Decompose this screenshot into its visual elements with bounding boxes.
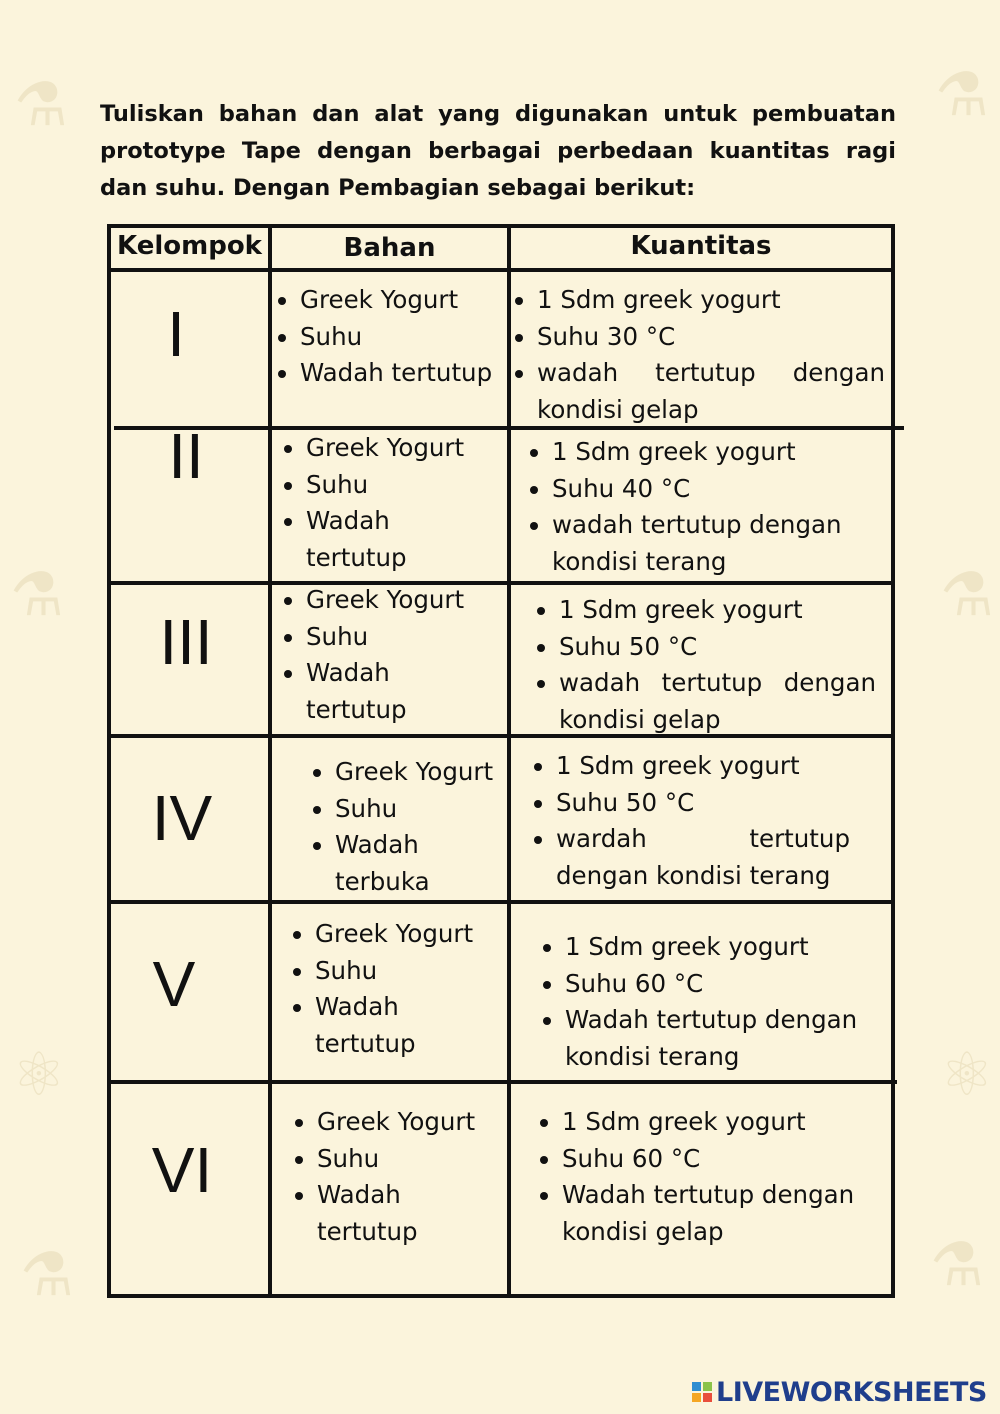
list-item: • 1 Sdm greek yogurt (562, 1104, 889, 1141)
row-divider (107, 900, 895, 904)
row-divider (107, 1080, 897, 1084)
kuantitas-list (528, 748, 850, 894)
group-number: V (152, 948, 196, 1020)
bahan-list (272, 282, 512, 392)
list-item: • Wadah tertutup dengan kondisi gelap (562, 1177, 889, 1250)
background-beaker-icon: ⚗ (930, 1230, 984, 1300)
list-item: • Suhu (335, 791, 507, 828)
list-item: • 1 Sdm greek yogurt (552, 434, 886, 471)
list-item: • Greek Yogurt (315, 916, 505, 953)
list-item: • Suhu (300, 319, 512, 356)
list-item: • wadah tertutup dengan kondisi gelap (537, 355, 885, 428)
list-item: • Wadah tertutup (315, 989, 445, 1062)
group-number: VI (151, 1134, 213, 1206)
header-kelompok: Kelompok (117, 231, 262, 261)
bahan-list (289, 1104, 504, 1250)
list-item: • Wadah tertutup (306, 655, 446, 728)
kuantitas-list (509, 282, 885, 428)
list-item: • Suhu 60 °C (562, 1141, 889, 1178)
instruction-text: Tuliskan bahan dan alat yang digunakan untuk pembuatan prototype Tape dengan berbagai perbedaan kuantitas ragi dan suhu. Dengan Pembagian sebagai berikut: (100, 101, 896, 201)
group-number: IV (151, 782, 213, 854)
list-item: • Suhu (315, 953, 505, 990)
header-kuantitas: Kuantitas (630, 231, 772, 261)
bahan-list (278, 582, 503, 728)
background-flask-icon: ⚗ (940, 560, 994, 630)
bahan-list (287, 916, 505, 1062)
list-item: • Suhu (306, 467, 503, 504)
kuantitas-list (524, 434, 886, 580)
list-item: • Greek Yogurt (300, 282, 512, 319)
list-item: • Greek Yogurt (317, 1104, 504, 1141)
kuantitas-list (537, 929, 889, 1075)
header-divider (107, 268, 895, 272)
list-item: • 1 Sdm greek yogurt (537, 282, 885, 319)
list-item: • Suhu 30 °C (537, 319, 885, 356)
background-atom-icon: ⚛ (940, 1040, 994, 1110)
list-item: • wardah tertutup dengan kondisi terang (556, 821, 850, 894)
list-item: • Wadah terbuka (335, 827, 455, 900)
list-item: • Wadah tertutup (306, 503, 446, 576)
header-bahan: Bahan (343, 233, 436, 263)
list-item: • Wadah tertutup dengan kondisi terang (565, 1002, 889, 1075)
list-item: • Suhu 50 °C (559, 629, 876, 666)
list-item: • 1 Sdm greek yogurt (565, 929, 889, 966)
group-number: III (159, 606, 213, 678)
group-number: II (168, 420, 204, 492)
list-item: • Suhu 50 °C (556, 785, 850, 822)
list-item: • Suhu (317, 1141, 504, 1178)
list-item: • Suhu 40 °C (552, 471, 886, 508)
liveworksheets-logo[interactable] (692, 1372, 987, 1412)
background-beaker-icon: ⚗ (935, 60, 989, 130)
group-number: I (167, 298, 185, 370)
bahan-list (278, 430, 503, 576)
list-item: • wadah tertutup dengan kondisi terang (552, 507, 886, 580)
list-item: • Suhu 60 °C (565, 966, 889, 1003)
list-item: • Greek Yogurt (306, 582, 503, 619)
background-beaker-icon: ⚗ (14, 70, 68, 140)
list-item: • Suhu (306, 619, 503, 656)
kuantitas-list (534, 1104, 889, 1250)
list-item: • Wadah tertutup (317, 1177, 447, 1250)
list-item: • Greek Yogurt (306, 430, 503, 467)
bahan-list (307, 754, 507, 900)
list-item: • Greek Yogurt (335, 754, 507, 791)
background-atom-icon: ⚛ (12, 1040, 66, 1110)
list-item: • 1 Sdm greek yogurt (556, 748, 850, 785)
kuantitas-list (531, 592, 876, 738)
background-beaker-icon: ⚗ (20, 1240, 74, 1310)
liveworksheets-logo-icon (692, 1382, 712, 1402)
list-item: • Wadah tertutup (300, 355, 512, 392)
background-flask-icon: ⚗ (10, 560, 64, 630)
list-item: • 1 Sdm greek yogurt (559, 592, 876, 629)
brand-name: LIVEWORKSHEETS (716, 1376, 987, 1408)
list-item: • wadah tertutup dengan kondisi gelap (559, 665, 876, 738)
